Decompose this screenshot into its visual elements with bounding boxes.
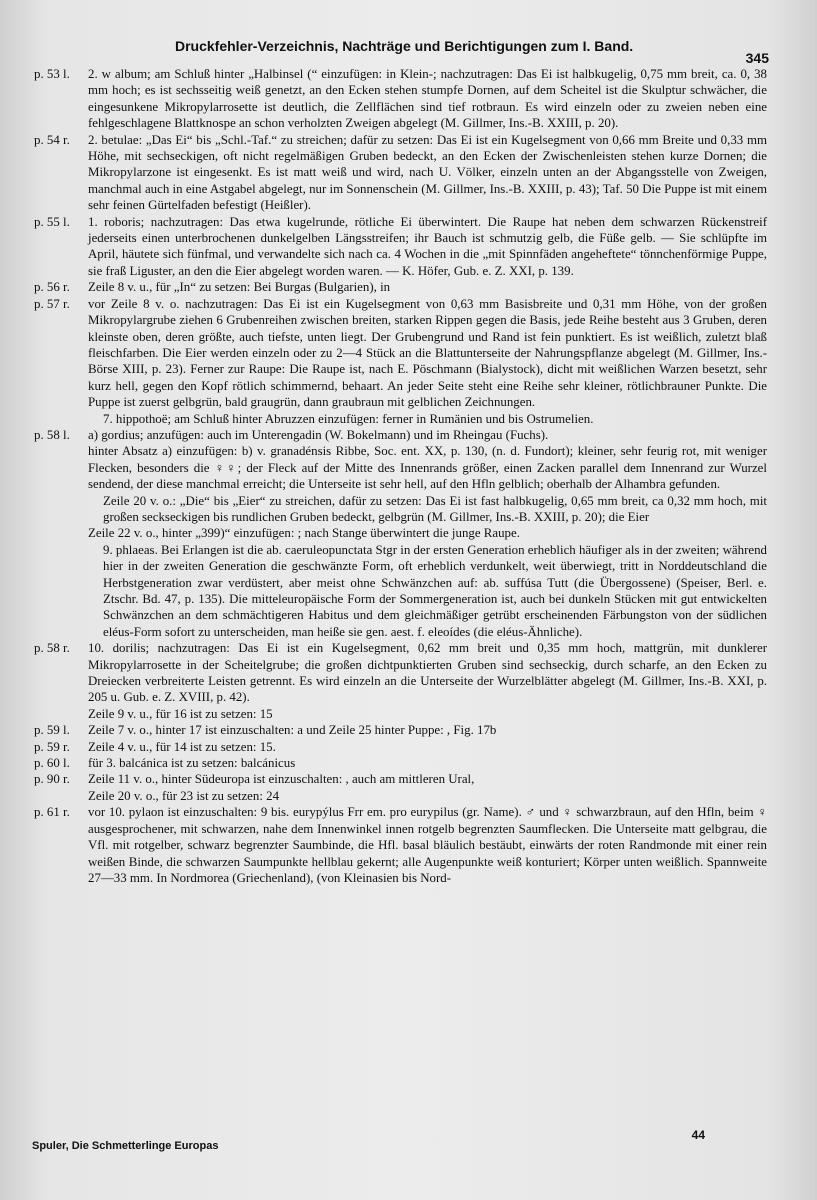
entry-text: Zeile 20 v. o., für 23 ist zu setzen: 24	[88, 788, 280, 803]
entry-7	[0, 427, 817, 443]
entry-1	[0, 66, 817, 132]
entry-12	[0, 640, 817, 706]
entry-ref: p. 58 r.	[34, 641, 70, 656]
entry-text: Zeile 9 v. u., für 16 ist zu setzen: 15	[88, 706, 273, 721]
entry-4	[0, 279, 817, 295]
page-footer	[32, 1128, 769, 1152]
entry-2	[0, 132, 817, 214]
entry-text: 7. hippothoë; am Schluß hinter Abruzzen einzufügen: ferner in Rumänien und bis Ostrumelien.	[103, 411, 594, 426]
entry-ref: p. 60 l.	[34, 756, 70, 771]
entry-9	[0, 493, 817, 526]
entry-ref: p. 59 l.	[34, 723, 70, 738]
entry-ref: p. 55 l.	[34, 214, 70, 229]
entry-text: 1. roboris; nachzutragen: Das etwa kugelrunde, rötliche Ei überwintert. Die Raupe hat neben dem schwarzen Rückenstreif jederseits einen unterbrochenen dunkelgelben Längsstreifen; ihr Bauch ist schmutzig gelb, die Füße gelb. — Sie schlüpfte im April, häutete sich fünfmal, und verwandelte sich nach ca. 4 Wochen in die „mit Spinnfäden angeheftete“ tönnchenförmige Puppe, sie fraß Liguster, an den die Eier abgelegt worden waren. — K. Höfer, Gub. e. Z. XXI, p. 139.	[88, 214, 767, 278]
entry-ref: p. 56 r.	[34, 280, 70, 295]
entry-19	[0, 804, 817, 886]
entry-text: 10. dorilis; nachzutragen: Das Ei ist ein Kugelsegment, 0,62 mm breit und 0,35 mm hoch, mattgrün, mit dunklerer Mikropylarrosette in der Scheitelgrube; die großen dichtpunktierten Gruben sind sechseckig, durch scharfe, an den Ecken zu Dreiecken verbreiterte Leisten getrennt. Es wird einzeln an die Unterseite der Wurzelblätter abgelegt (M. Gillmer, Ins.-B. XXI, p. 205 u. Gub. e. Z. XVIII, p. 42).	[88, 641, 767, 705]
running-header	[175, 38, 769, 66]
entry-ref: p. 54 r.	[34, 132, 70, 147]
footer-book-title: Spuler, Die Schmetterlinge Europas	[32, 1140, 219, 1152]
entry-18	[0, 788, 817, 804]
entry-text: Zeile 20 v. o.: „Die“ bis „Eier“ zu streichen, dafür zu setzen: Das Ei ist fast halbkugelig, 0,65 mm breit, ca 0,32 mm hoch, mit großen seckseckigen bis rundlichen Gruben bedeckt, gelbgrün (M. Gillmer, Ins.-B. XXIII, p. 20); die Eier	[103, 493, 767, 524]
entry-ref: p. 61 r.	[34, 805, 70, 820]
entry-ref: p. 90 r.	[34, 772, 70, 787]
entry-text: hinter Absatz a) einzufügen: b) v. granadénsis Ribbe, Soc. ent. XX, p. 130, (n. d. Fundort); kleiner, sehr feurig rot, mit weniger Flecken, besonders die ♀♀; der Fleck auf der Mitte des Innenrands größer, einen Zacken parallel dem Innenrand zur Wurzel sendend, der diese manchmal erreicht; die Unterseite ist sehr hell, auf den Hfln gelblich; oberhalb der Alhambra gefunden.	[88, 444, 767, 492]
entry-8	[0, 443, 817, 492]
entry-text: a) gordius; anzufügen: auch im Unterengadin (W. Bokelmann) und im Rheingau (Fuchs).	[88, 427, 549, 442]
entry-13	[0, 706, 817, 722]
entry-text: Zeile 11 v. o., hinter Südeuropa ist einzuschalten: , auch am mittleren Ural,	[88, 772, 475, 787]
entry-text: 2. betulae: „Das Ei“ bis „Schl.-Taf.“ zu streichen; dafür zu setzen: Das Ei ist ein Kugelsegment von 0,66 mm Breite und 0,33 mm Höhe, mit sechseckigen, oft nicht regelmäßigen Gruben bedeckt, an den Ecken der Zwischenleisten stehen kurze Dornen; die Mikropylarzone ist eingesenkt. Es ist matt weiß und wird, nach U. Völker, einzeln unten an der Abgangsstelle von Zweigen, manchmal auch in eine Astgabel abgelegt, nur im Sonnenschein (M. Gillmer, Ins.-B. XXIII, p. 43); Taf. 50 Die Puppe ist mit einem sehr feinen Gürtelfaden befestigt (Heißler).	[88, 132, 767, 213]
entry-14	[0, 722, 817, 738]
entry-10	[0, 525, 817, 541]
entry-17	[0, 771, 817, 787]
entry-ref: p. 53 l.	[34, 67, 70, 81]
entry-text: für 3. balcánica ist zu setzen: balcánicus	[88, 756, 296, 771]
entry-text: 2. w album; am Schluß hinter „Halbinsel (“ einzufügen: in Klein-; nachzutragen: Das Ei ist halbkugelig, 0,75 mm breit, ca. 0, 38 mm hoch; es ist sechsseitig weiß genetzt, an den Ecken stehen stumpfe Dornen, auf dem Scheitel ist die Skulptur schwächer, die eingesunkene Mikropylarrosette ist deutlich, die Zellflächen sind tief rotbraun. Es wird einzeln oder zu zweien neben eine fehlgeschlagene Blattknospe an schon verholzten Zweigen abgelegt (M. Gillmer, Ins.-B. XXIII, p. 20).	[88, 67, 767, 131]
signature-mark: 44	[691, 1128, 705, 1142]
entry-text: vor 10. pylaon ist einzuschalten: 9 bis. eurypýlus Frr em. pro eurypilus (gr. Name). ♂ und ♀ schwarzbraun, auf den Hfln, beim ♀ ausgesprochener, mit schwarzen, nahe dem Innenwinkel innen rotgelb begrenzten Saumflecken. Die Unterseite matt gelbgrau, die Vfl. mit rotgelber, schwarz begrenzter Saumbinde, die Hfl. basal bläulich bestäubt, einwärts der roten Randmonde mit einer rein weißen Binde, die schwarzen Saumpunkte hellblau gekernt; alle Augenpunkte weiß konturiert; Körper unten weißlich. Spannweite 27—33 mm. In Nordmorea (Griechenland), (von Kleinasien bis Nord-	[88, 805, 767, 885]
entry-text: 9. phlaeas. Bei Erlangen ist die ab. caeruleopunctata Stgr in der ersten Generation erheblich häufiger als in der zweiten; während hier in der zweiten Generation die geschwänzte Form, oft erheblich verdunkelt, weit überwiegt, tritt in Norddeutschland die Herbstgeneration zwar verdüstert, aber meist ohne Schwänzchen auf: ab. suffúsa Tutt (die Übergossene) (Speiser, Berl. e. Ztschr. Bd. 47, p. 135). Die mitteleuropäische Form der Sommergeneration ist, auch bei dunkeln Stücken mit gut entwickelten Schwänzchen an dem schmächtigeren Habitus und dem gleichmäßiger getrübt erscheinenden Färbungston von der südlichen eléus-Form sofort zu unterscheiden, man heiße sie gen. aest. f. eleoídes (die eléus-Ähnliche).	[103, 542, 767, 639]
header-title: Druckfehler-Verzeichnis, Nachträge und Berichtigungen zum I. Band.	[175, 38, 634, 54]
entry-3	[0, 214, 817, 280]
entry-text: Zeile 8 v. u., für „In“ zu setzen: Bei Burgas (Bulgarien), in	[88, 280, 391, 295]
errata-body	[0, 66, 817, 886]
entry-text: vor Zeile 8 v. o. nachzutragen: Das Ei ist ein Kugelsegment von 0,63 mm Basisbreite und 0,31 mm Höhe, von der großen Mikropylargrube ziehen 6 Grubenreihen zwischen breiten, starken Rippen gegen die Basis, jede Reihe besteht aus 3 Gruben, deren kleinste oben, deren größte, auch tiefste, unten liegt. Der Grubengrund und Rand ist fein punktiert. Es ist weißlich, zuletzt blaß fleischfarben. Die Eier werden einzeln oder zu 2—4 Stück an die Blattunterseite der Nahrungspflanze abgelegt (M. Gillmer, Ins.-Börse XIII, p. 23). Ferner zur Raupe: Die Raupe ist, nach E. Pöschmann (Bialystock), dicht mit weißlichen Warzen besetzt, sehr kurz hell, gegen den Kopf rötlich schimmernd, behaart. An jeder Seite steht eine Reihe sehr kleiner, rötlichbrauner Punkte. Die Puppe ist zuerst gelbgrün, bald graugrün, dann graubraun mit gelblichen Zeichnungen.	[88, 296, 767, 410]
entry-ref: p. 59 r.	[34, 739, 70, 754]
entry-15	[0, 739, 817, 755]
entry-text: Zeile 4 v. u., für 14 ist zu setzen: 15.	[88, 739, 276, 754]
entry-text: Zeile 22 v. o., hinter „399)“ einzufügen: ; nach Stange überwintert die junge Raupe.	[88, 526, 520, 541]
entry-text: Zeile 7 v. o., hinter 17 ist einzuschalten: a und Zeile 25 hinter Puppe: , Fig. 17b	[88, 723, 497, 738]
entry-11	[0, 542, 817, 640]
entry-16	[0, 755, 817, 771]
page-number: 345	[745, 50, 769, 66]
entry-ref: p. 58 l.	[34, 427, 70, 442]
entry-5	[0, 296, 817, 411]
entry-ref: p. 57 r.	[34, 296, 70, 311]
entry-6	[0, 411, 817, 427]
